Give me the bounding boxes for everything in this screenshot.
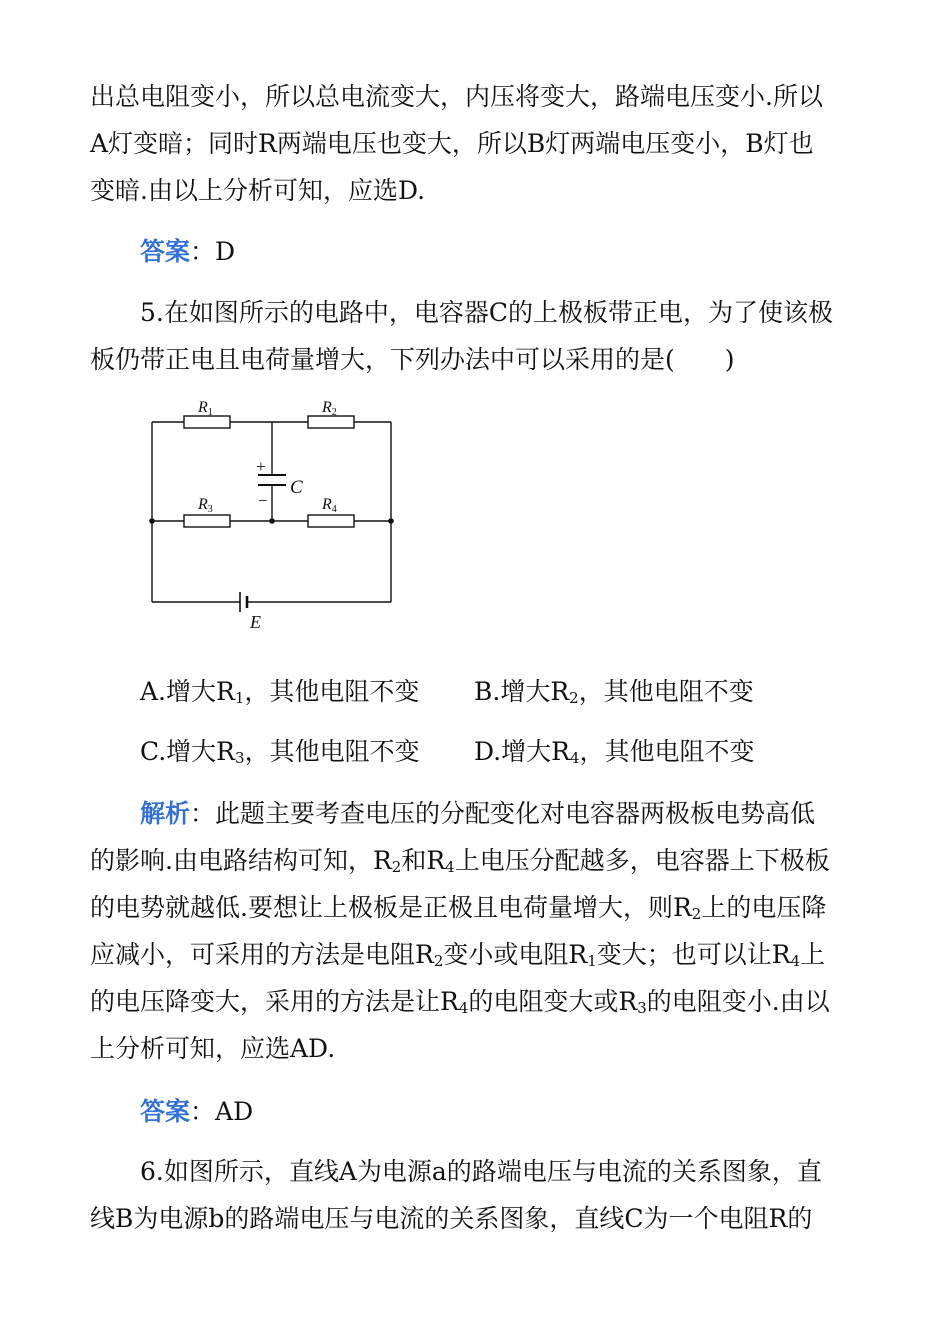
option-b-sub: 2 — [569, 689, 579, 707]
option-c — [140, 732, 420, 778]
label-capacitor: C — [290, 477, 303, 498]
question-6 — [90, 1148, 865, 1242]
svg-text:R4 — [321, 496, 337, 515]
label-r4: R — [322, 496, 332, 513]
analysis-line-2-a: 的影响.由电路结构可知，R — [90, 846, 392, 875]
answer-2-separator: ： — [190, 1097, 216, 1126]
analysis-line-6: 上分析可知，应选AD. — [90, 1034, 336, 1063]
option-a-rest: ，其他电阻不变 — [244, 677, 420, 706]
analysis-line-2 — [90, 837, 865, 884]
intro-line-3: 变暗.由以上分析可知，应选D. — [90, 176, 426, 205]
label-r3: R — [198, 496, 208, 513]
label-r3-sub: 3 — [207, 504, 213, 515]
option-a — [140, 672, 419, 718]
resistor-r3 — [184, 515, 230, 527]
intro-line-2: A灯变暗；同时R两端电压也变大，所以B灯两端电压变小，B灯也 — [90, 129, 814, 158]
answer-2-value: AD — [215, 1097, 254, 1126]
question-6-line-2: 线B为电源b的路端电压与电流的关系图象，直线C为一个电阻R的 — [90, 1204, 813, 1233]
analysis-paragraph — [90, 790, 865, 1072]
analysis-line-4-a: 应减小，可采用的方法是电阻R — [90, 940, 434, 969]
answer-separator: ： — [190, 237, 216, 266]
label-r4-sub: 4 — [331, 504, 337, 515]
label-emf: E — [250, 612, 261, 632]
analysis-line-3 — [90, 884, 865, 931]
analysis-line-4-sub2: 1 — [587, 952, 597, 970]
analysis-line-1-text: 此题主要考查电压的分配变化对电容器两极板电势高低 — [215, 799, 816, 828]
analysis-line-1 — [90, 790, 865, 837]
answer-value: D — [215, 237, 236, 266]
svg-text:R3 — [197, 496, 213, 515]
circuit-diagram — [140, 399, 410, 635]
analysis-line-4-c: 变大；也可以让R — [596, 940, 791, 969]
analysis-line-3-b: 上的电压降 — [701, 893, 827, 922]
svg-text:R2 — [321, 399, 337, 418]
label-r1: R — [198, 399, 208, 416]
option-b — [474, 672, 754, 718]
option-d-sub: 4 — [569, 749, 580, 767]
label-r1-sub: 1 — [207, 407, 213, 418]
intro-line-1: 出总电阻变小，所以总电流变大，内压将变大，路端电压变小.所以 — [90, 82, 823, 111]
plus-sign: + — [255, 457, 267, 476]
label-r2-sub: 2 — [331, 407, 337, 418]
analysis-line-2-sub1: 2 — [391, 858, 402, 876]
analysis-line-4-sub1: 2 — [433, 952, 444, 970]
junction-left — [149, 518, 155, 524]
answer-2-label: 答案 — [140, 1097, 191, 1126]
analysis-line-5 — [90, 978, 865, 1025]
analysis-line-5-b: 的电阻变大或R — [468, 987, 638, 1016]
svg-text:R1 — [197, 399, 213, 418]
analysis-line-2-c: 上电压分配越多，电容器上下极板 — [454, 846, 830, 875]
analysis-line-5-c: 的电阻变小.由以 — [646, 987, 830, 1016]
analysis-line-4-b: 变小或电阻R — [443, 940, 588, 969]
analysis-line-3-a: 的电势就越低.要想让上极板是正极且电荷量增大，则R — [90, 893, 692, 922]
option-d — [474, 732, 755, 778]
analysis-label: 解析 — [140, 799, 191, 828]
resistor-r4 — [308, 515, 354, 527]
option-c-sub: 3 — [235, 749, 245, 767]
option-c-text: C.增大R — [140, 737, 236, 766]
intro-paragraph — [90, 73, 865, 214]
analysis-line-4-d: 上 — [800, 940, 826, 969]
question-5-line-1: 5.在如图所示的电路中，电容器C的上极板带正电，为了使该极 — [140, 298, 833, 327]
analysis-line-5-sub2: 3 — [637, 999, 647, 1017]
analysis-line-5-a: 的电压降变大，采用的方法是让R — [90, 987, 459, 1016]
minus-sign: − — [257, 491, 269, 510]
answer-1 — [140, 228, 235, 275]
answer-label: 答案 — [140, 237, 191, 266]
option-b-text: B.增大R — [474, 677, 570, 706]
analysis-line-2-sub2: 4 — [445, 858, 455, 876]
analysis-line-2-b: 和R — [401, 846, 446, 875]
label-r2: R — [322, 399, 332, 416]
option-d-text: D.增大R — [474, 737, 570, 766]
question-5-line-2: 板仍带正电且电荷量增大，下列办法中可以采用的是( ) — [90, 345, 735, 374]
analysis-line-4-sub3: 4 — [790, 952, 801, 970]
question-5 — [90, 289, 865, 383]
option-a-sub: 1 — [234, 689, 245, 707]
question-6-line-1: 6.如图所示，直线A为电源a的路端电压与电流的关系图象，直 — [140, 1157, 822, 1186]
analysis-line-3-sub1: 2 — [691, 905, 702, 923]
analysis-separator: ： — [190, 799, 216, 828]
option-d-rest: ，其他电阻不变 — [579, 737, 755, 766]
analysis-line-4 — [90, 931, 865, 978]
answer-2 — [140, 1088, 253, 1135]
option-a-text: A.增大R — [140, 677, 235, 706]
option-c-rest: ，其他电阻不变 — [244, 737, 420, 766]
junction-middle — [269, 518, 275, 524]
analysis-line-5-sub1: 4 — [458, 999, 469, 1017]
junction-right — [388, 518, 394, 524]
option-b-rest: ，其他电阻不变 — [578, 677, 754, 706]
